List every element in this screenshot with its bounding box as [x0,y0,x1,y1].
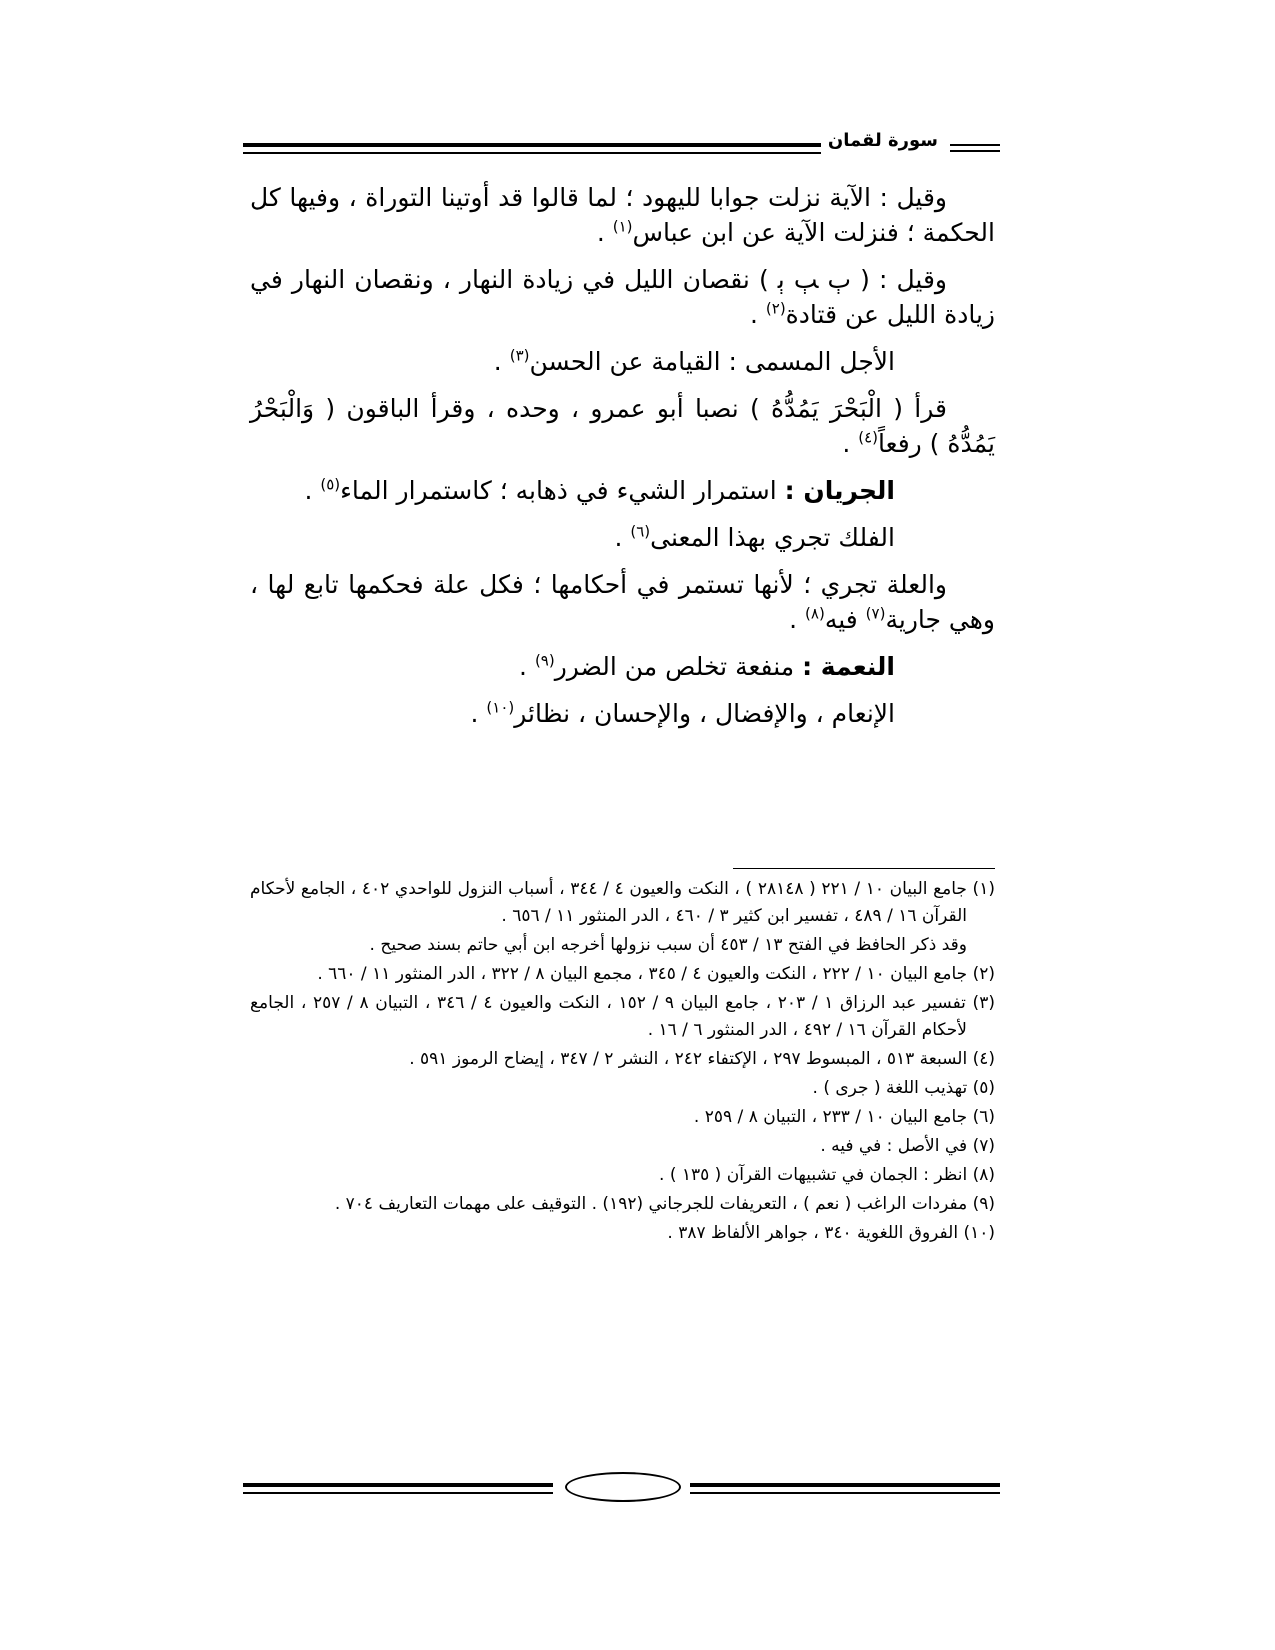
footnote-1-continued: وقد ذكر الحافظ في الفتح ١٣ / ٤٥٣ أن سبب نزولها أخرجه ابن أبي حاتم بسند صحيح . [369,935,967,955]
footnote-ref-10: (١٠) [486,698,515,717]
footer-rule-left [243,1483,553,1494]
term-jarayan: الجريان : [784,476,895,505]
surah-title: سورة لقمان [827,130,938,151]
footnote-3: (٣) تفسير عبد الرزاق ١ / ٢٠٣ ، جامع البيان ٩ / ١٥٢ ، النكت والعيون ٤ / ٣٤٦ ، التبيان ٨ / ٢٥٧ ، الجامع لأحكام القرآن ١٦ / ٤٩٢ ، الدر المنثور ٦ / ١٦ . [250,993,995,1040]
footnote-9: (٩) مفردات الراغب ( نعم ) ، التعريفات للجرجاني (١٩٢) . التوقيف على مهمات التعاريف ٧٠٤ . [334,1194,995,1214]
footnote-5: (٥) تهذيب اللغة ( جرى ) . [812,1078,995,1098]
page-number-oval [565,1472,681,1502]
footnote-separator [733,868,995,869]
paragraph-2 [250,262,995,332]
term-nima: النعمة : [802,652,895,681]
main-text [250,180,995,743]
footnote-2: (٢) جامع البيان ١٠ / ٢٢٢ ، النكت والعيون ٤ / ٣٤٥ ، مجمع البيان ٨ / ٣٢٢ ، الدر المنثور ١١ / ٦٦٠ . [317,964,995,984]
paragraph-1-text: وقيل : الآية نزلت جوابا لليهود ؛ لما قالوا قد أوتينا التوراة ، وفيها كل الحكمة ؛ فنزلت الآية عن ابن عباس [250,183,995,247]
footnote-ref-2: (٢) [765,299,786,318]
running-header [243,130,1000,160]
footnote-1: (١) جامع البيان ١٠ / ٢٢١ ( ٢٨١٤٨ ) ، النكت والعيون ٤ / ٣٤٤ ، أسباب النزول للواحدي ٤٠٢ ، الجامع لأحكام القرآن ١٦ / ٤٨٩ ، تفسير ابن كثير ٣ / ٤٦٠ ، الدر المنثور ١١ / ٦٥٦ . [250,879,995,926]
period: . [789,605,798,634]
footnote-6: (٦) جامع البيان ١٠ / ٢٣٣ ، التبيان ٨ / ٢٥٩ . [693,1107,995,1127]
period: . [842,429,851,458]
paragraph-9 [250,696,995,731]
paragraph-2-text: وقيل : ( ﭒ ﭓ ﭔ ) نقصان الليل في زيادة النهار ، ونقصان النهار في زيادة الليل عن قتادة [250,265,995,329]
paragraph-3-text: الأجل المسمى : القيامة عن الحسن [529,347,895,376]
period: . [470,699,479,728]
period: . [493,347,502,376]
period: . [749,300,758,329]
period: . [596,218,605,247]
footnotes [250,876,995,1249]
paragraph-7-text-b: فيه [824,605,858,634]
paragraph-4 [250,391,995,461]
paragraph-8 [250,649,995,684]
footnote-ref-3: (٣) [509,346,530,365]
paragraph-6-text: الفلك تجري بهذا المعنى [650,523,895,552]
paragraph-8-text: منفعة تخلص من الضرر [554,652,795,681]
footnote-8: (٨) انظر : الجمان في تشبيهات القرآن ( ١٣٥ ) . [659,1165,995,1185]
header-rule-long [243,143,821,154]
footnote-7: (٧) في الأصل : في فيه . [820,1136,995,1156]
footnote-10: (١٠) الفروق اللغوية ٣٤٠ ، جواهر الألفاظ ٣٨٧ . [667,1223,995,1243]
paragraph-3 [250,344,995,379]
footnote-4: (٤) السبعة ٥١٣ ، المبسوط ٢٩٧ ، الإكتفاء ٢٤٢ ، النشر ٢ / ٣٤٧ ، إيضاح الرموز ٥٩١ . [409,1049,995,1069]
footnote-ref-5: (٥) [320,475,341,494]
period: . [519,652,527,681]
paragraph-5 [250,473,995,508]
footnote-ref-8: (٨) [805,604,825,623]
paragraph-4-text: قرأ ( الْبَحْرَ يَمُدُّهُ ) نصبا أبو عمرو ، وحده ، وقرأ الباقون ( وَالْبَحْرُ يَمُدُّهُ ) رفعاً [250,394,995,458]
paragraph-5-text: استمرار الشيء في ذهابه ؛ كاستمرار الماء [340,476,777,505]
period: . [614,523,623,552]
paragraph-1 [250,180,995,250]
footnote-ref-4: (٤) [858,428,879,447]
footnote-ref-7: (٧) [865,604,886,623]
paragraph-9-text: الإنعام ، والإفضال ، والإحسان ، نظائر [514,699,895,728]
footer-ornament [243,1470,1000,1510]
footnote-ref-9: (٩) [534,651,555,670]
paragraph-7-text-a: والعلة تجري ؛ لأنها تستمر في أحكامها ؛ فكل علة فحكمها تابع لها ، وهي جارية [250,570,995,634]
paragraph-7 [250,567,995,637]
footnote-ref-6: (٦) [630,522,651,541]
header-rule-short [950,144,1000,152]
paragraph-6 [250,520,995,555]
footnote-ref-1: (١) [612,217,633,236]
footer-rule-right [690,1483,1000,1494]
period: . [304,476,313,505]
